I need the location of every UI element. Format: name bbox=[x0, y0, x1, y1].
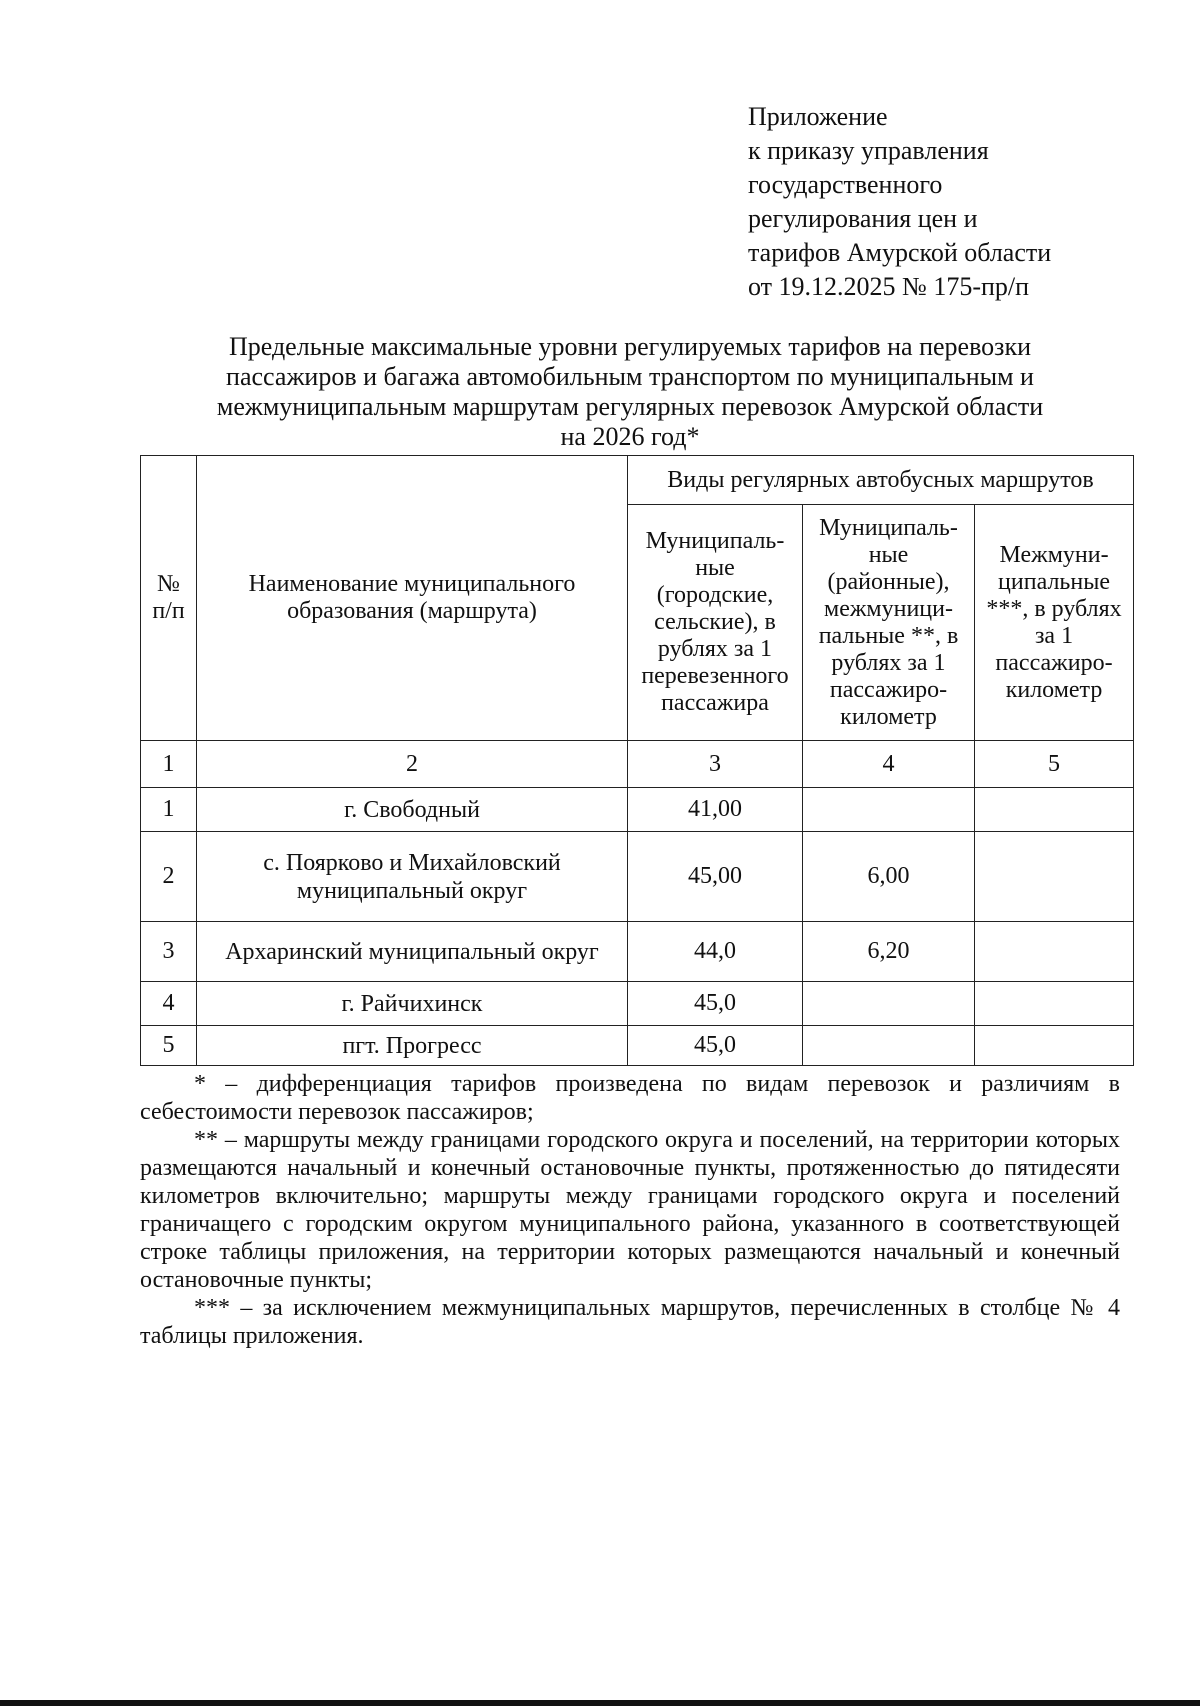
row-number: 2 bbox=[141, 832, 197, 922]
appendix-line: регулирования цен и bbox=[748, 204, 978, 233]
row-value-col4: 6,00 bbox=[803, 832, 975, 922]
column-number: 4 bbox=[803, 741, 975, 788]
column-number: 5 bbox=[975, 741, 1134, 788]
footnote: *** – за исключением межмуниципальных маршрутов, перечисленных в столбце № 4 таблицы приложения. bbox=[140, 1295, 1120, 1349]
row-value-col4: 6,20 bbox=[803, 922, 975, 982]
row-value-col4 bbox=[803, 788, 975, 832]
header-district-per-km: Муниципаль-ные (районные), межмуници-пальные **, в рублях за 1 пассажиро-километр bbox=[803, 505, 975, 741]
row-number: 4 bbox=[141, 982, 197, 1026]
header-intermunicipal-per-km: Межмуни-ципальные ***, в рублях за 1 пассажиро-километр bbox=[975, 505, 1134, 741]
table-row bbox=[141, 1026, 1134, 1066]
row-number: 1 bbox=[141, 788, 197, 832]
row-value-col4 bbox=[803, 1026, 975, 1066]
footnote: ** – маршруты между границами городского округа и поселений, на территории которых размещаются начальный и конечный остановочные пункты, протяженностью до пятидесяти километров включительно; маршруты между границами городского округа и поселений граничащего с городским округом муниципального района, указанного в соответствующей строке таблицы приложения, на территории которых размещаются начальный и конечный остановочные пункты; bbox=[140, 1127, 1120, 1293]
appendix-header bbox=[748, 100, 1168, 304]
row-value-col5 bbox=[975, 982, 1134, 1026]
appendix-line: от 19.12.2025 № 175-пр/п bbox=[748, 272, 1030, 301]
row-name: Архаринский муниципальный округ bbox=[197, 922, 628, 982]
row-name: с. Поярково и Михайловский муниципальный округ bbox=[197, 832, 628, 922]
row-value-col5 bbox=[975, 922, 1134, 982]
row-value-col3: 41,00 bbox=[628, 788, 803, 832]
table-row bbox=[141, 788, 1134, 832]
appendix-line: тарифов Амурской области bbox=[748, 238, 1052, 267]
row-value-col3: 44,0 bbox=[628, 922, 803, 982]
row-value-col5 bbox=[975, 788, 1134, 832]
appendix-line: Приложение bbox=[748, 102, 888, 131]
appendix-line: к приказу управления bbox=[748, 136, 989, 165]
row-value-col3: 45,0 bbox=[628, 982, 803, 1026]
scan-edge-divider bbox=[0, 1700, 1200, 1706]
column-number: 3 bbox=[628, 741, 803, 788]
header-name: Наименование муниципального образования (маршрута) bbox=[197, 456, 628, 741]
row-value-col5 bbox=[975, 832, 1134, 922]
title-line: пассажиров и багажа автомобильным транспортом по муниципальным и bbox=[226, 362, 1034, 391]
title-line: Предельные максимальные уровни регулируемых тарифов на перевозки bbox=[228, 332, 1031, 361]
header-route-kinds: Виды регулярных автобусных маршрутов bbox=[628, 456, 1134, 505]
column-numbering-row bbox=[141, 741, 1134, 788]
document-title bbox=[150, 332, 1110, 452]
footnotes bbox=[140, 1070, 1120, 1350]
table-row bbox=[141, 922, 1134, 982]
row-number: 3 bbox=[141, 922, 197, 982]
row-name: пгт. Прогресс bbox=[197, 1026, 628, 1066]
title-line: межмуниципальным маршрутам регулярных перевозок Амурской области bbox=[216, 392, 1044, 421]
row-name: г. Райчихинск bbox=[197, 982, 628, 1026]
title-line: на 2026 год* bbox=[560, 422, 700, 451]
row-value-col3: 45,00 bbox=[628, 832, 803, 922]
row-value-col4 bbox=[803, 982, 975, 1026]
row-value-col5 bbox=[975, 1026, 1134, 1066]
column-number: 1 bbox=[141, 741, 197, 788]
header-municipal-per-passenger: Муниципаль-ные (городские, сельские), в рублях за 1 перевезенного пассажира bbox=[628, 505, 803, 741]
header-number: № п/п bbox=[141, 456, 197, 741]
column-number: 2 bbox=[197, 741, 628, 788]
table-row bbox=[141, 832, 1134, 922]
appendix-line: государственного bbox=[748, 170, 943, 199]
footnote: * – дифференциация тарифов произведена по видам перевозок и различиям в себестоимости перевозок пассажиров; bbox=[140, 1071, 1120, 1125]
row-number: 5 bbox=[141, 1026, 197, 1066]
row-name: г. Свободный bbox=[197, 788, 628, 832]
tariffs-table bbox=[140, 455, 1134, 1066]
table-row bbox=[141, 982, 1134, 1026]
row-value-col3: 45,0 bbox=[628, 1026, 803, 1066]
